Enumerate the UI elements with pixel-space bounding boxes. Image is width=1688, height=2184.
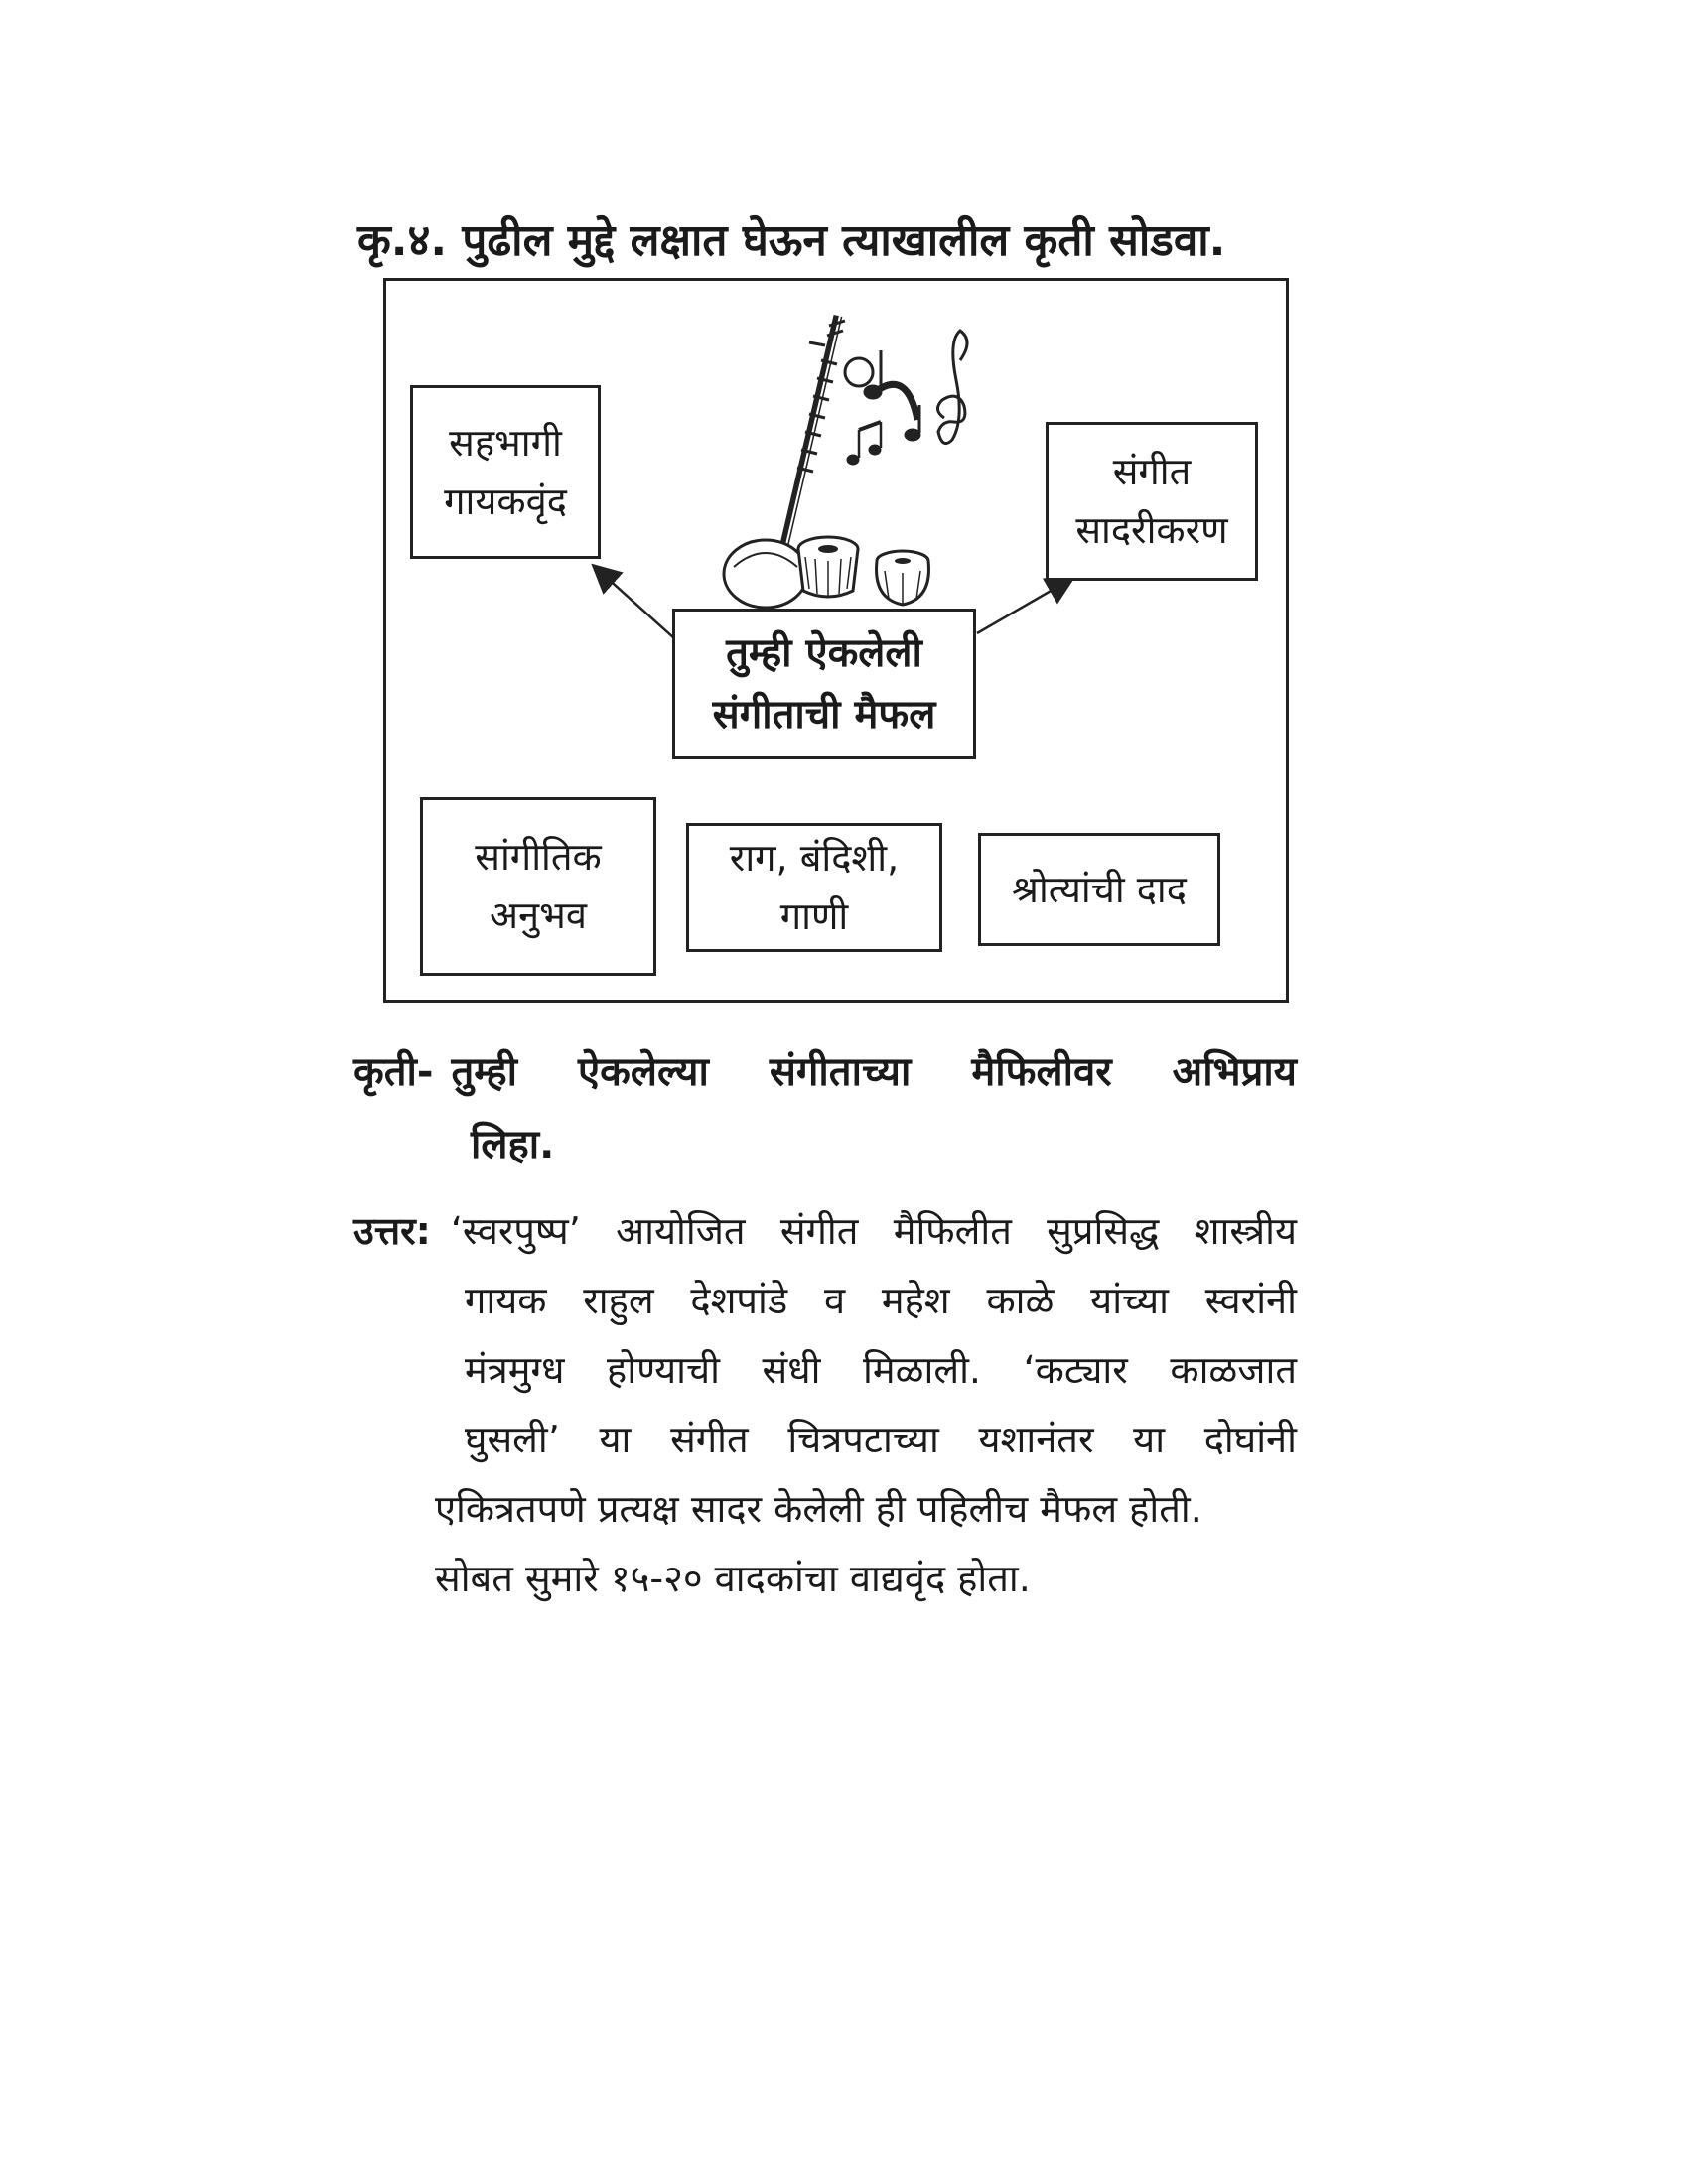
task-block	[353, 1042, 1297, 1169]
box-audience-line1: श्रोत्यांची दाद	[1012, 867, 1187, 911]
box-performance-line1: संगीत	[1112, 450, 1192, 494]
task-line2: लिहा.	[471, 1122, 555, 1167]
box-participants-line1: सहभागी	[449, 420, 562, 465]
answer-line-2: गायक राहुल देशपांडे व महेश काळे यांच्या स्वरांनी	[465, 1279, 1297, 1322]
task-line1: तुम्ही ऐकलेल्या संगीताच्या मैफिलीवर अभिप्राय	[451, 1049, 1297, 1095]
arrow-to-top-right	[977, 579, 1071, 633]
question-heading: कृ.४. पुढील मुद्दे लक्षात घेऊन त्याखालील कृती सोडवा.	[357, 215, 1226, 266]
box-musical-experience	[420, 797, 656, 976]
box-center-line1: तुम्ही ऐकलेली	[726, 630, 922, 676]
box-ragas-songs	[686, 823, 942, 952]
box-center-concert	[672, 609, 976, 759]
box-participants	[410, 385, 601, 559]
answer-label: उत्तर:	[353, 1209, 431, 1253]
answer-line-3: मंत्रमुग्ध होण्याची संधी मिळाली. ‘कट्यार काळजात	[465, 1348, 1297, 1392]
answer-line-4: घुसली’ या संगीत चित्रपटाच्या यशानंतर या दोघांनी	[465, 1418, 1297, 1461]
box-performance-line2: सादरीकरण	[1075, 508, 1228, 552]
box-experience-line2: अनुभव	[490, 893, 587, 937]
answer-line-6: सोबत सुमारे १५-२० वादकांचा वाद्यवृंद होता.	[435, 1557, 1031, 1600]
answer-line-5: एकित्रतपणे प्रत्यक्ष सादर केलेली ही पहिलीच मैफल होती.	[435, 1487, 1202, 1531]
task-label: कृती-	[353, 1049, 434, 1095]
box-performance	[1046, 422, 1258, 581]
box-participants-line2: गायकवृंद	[444, 478, 567, 523]
box-ragas-line1: राग, बंदिशी,	[729, 836, 900, 881]
box-experience-line1: सांगीतिक	[475, 835, 602, 880]
answer-line-1: ‘स्वरपुष्प’ आयोजित संगीत मैफिलीत सुप्रसिद्ध शास्त्रीय	[450, 1209, 1297, 1253]
arrow-to-top-left	[595, 567, 674, 638]
box-ragas-line2: गाणी	[779, 894, 849, 938]
diagram-frame	[383, 278, 1289, 1003]
box-center-line2: संगीताची मैफल	[712, 692, 936, 738]
box-audience-applause	[978, 833, 1220, 946]
answer-block	[353, 1196, 1297, 1613]
